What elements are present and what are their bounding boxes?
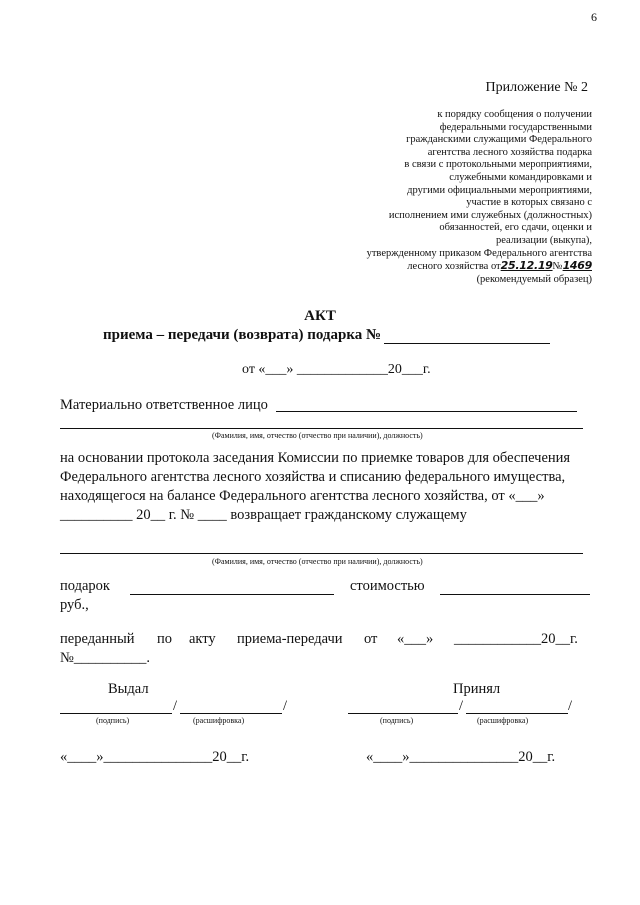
- act-number-field[interactable]: [384, 343, 550, 344]
- transferred-word: приема-передачи: [237, 631, 343, 647]
- note-line: к порядку сообщения о получении: [437, 109, 592, 120]
- gift-field[interactable]: [130, 594, 334, 595]
- note-line: другими официальными мероприятиями,: [407, 184, 592, 196]
- rub-label: руб.,: [60, 597, 89, 613]
- cost-field[interactable]: [440, 594, 590, 595]
- note-line: агентства лесного хозяйства подарка: [427, 146, 592, 158]
- received-signature-field[interactable]: [348, 713, 458, 714]
- page-number: 6: [591, 10, 597, 24]
- note-line: федеральными государственными: [439, 121, 592, 133]
- paragraph-line: Федерального агентства лесного хозяйства и списанию федерального имущества,: [60, 469, 566, 485]
- issued-slash-end: /: [283, 698, 288, 714]
- note-line: исполнением ими служебных (должностных): [388, 209, 592, 221]
- responsible-field[interactable]: [276, 411, 577, 412]
- appendix-title: Приложение № 2: [485, 80, 588, 95]
- issued-decoding-caption: (расшифровка): [193, 716, 245, 725]
- transferred-word: по: [157, 631, 173, 647]
- fio-caption-2: (Фамилия, имя, отчество (отчество при наличии), должность): [212, 557, 423, 566]
- received-label: Принял: [453, 681, 501, 697]
- issued-slash: /: [173, 698, 178, 714]
- recipient-field[interactable]: [60, 553, 583, 554]
- transferred-word: переданный: [60, 631, 135, 647]
- note-line: реализации (выкупа),: [495, 234, 592, 246]
- gift-label: подарок: [60, 578, 110, 594]
- received-slash: /: [459, 698, 464, 714]
- transferred-word: «___»: [397, 631, 434, 647]
- note-line: обязанностей, его сдачи, оценки и: [439, 222, 592, 234]
- note-line: гражданскими служащими Федерального: [406, 134, 592, 146]
- appendix-note: [272, 109, 592, 286]
- basis-paragraph: [60, 449, 590, 525]
- order-number-handwritten: 1469: [562, 259, 592, 273]
- fio-caption: (Фамилия, имя, отчество (отчество при наличии), должность): [212, 431, 423, 440]
- responsible-field-line-2[interactable]: [60, 428, 583, 429]
- received-decoding-field[interactable]: [466, 713, 568, 714]
- paragraph-line: __________ 20__ г. № ____ возвращает гражданскому служащему: [60, 507, 467, 523]
- sample-note: (рекомендуемый образец): [476, 273, 592, 285]
- act-date-line: от «___» _____________20___г.: [242, 362, 431, 377]
- cost-label: стоимостью: [350, 578, 425, 594]
- received-decoding-caption: (расшифровка): [477, 716, 529, 725]
- issued-signature-caption: (подпись): [96, 716, 130, 725]
- received-slash-end: /: [568, 698, 573, 714]
- responsible-label: Материально ответственное лицо: [60, 397, 268, 413]
- paragraph-line: находящегося на балансе Федерального агентства лесного хозяйства, от «___»: [60, 488, 545, 504]
- paragraph-line: на основании протокола заседания Комиссии по приемке товаров для обеспечения: [60, 450, 571, 466]
- note-line: в связи с протокольными мероприятиями,: [404, 159, 592, 171]
- transferred-word: акту: [189, 631, 216, 647]
- order-date-handwritten: 25.12.19: [500, 259, 553, 273]
- order-number-prefix: №: [552, 261, 563, 273]
- note-line: утвержденному приказом Федерального агентства: [366, 247, 592, 259]
- issued-signature-field[interactable]: [60, 713, 172, 714]
- received-signature-caption: (подпись): [380, 716, 414, 725]
- transferred-word: ____________20__г.: [454, 631, 578, 647]
- transferred-word: от: [364, 631, 378, 647]
- note-order-prefix: лесного хозяйства от: [407, 261, 501, 273]
- note-line: служебными командировками и: [449, 171, 592, 183]
- note-order-line: [272, 260, 592, 274]
- issued-label: Выдал: [108, 681, 149, 697]
- act-title: АКТ: [304, 308, 336, 324]
- issued-decoding-field[interactable]: [180, 713, 282, 714]
- issued-date-line: «____»_______________20__г.: [60, 749, 250, 765]
- note-line: участие в которых связано с: [466, 197, 592, 209]
- number-line: №__________.: [60, 650, 150, 666]
- received-date-line: «____»_______________20__г.: [366, 749, 556, 765]
- act-subtitle: приема – передачи (возврата) подарка №: [103, 327, 382, 343]
